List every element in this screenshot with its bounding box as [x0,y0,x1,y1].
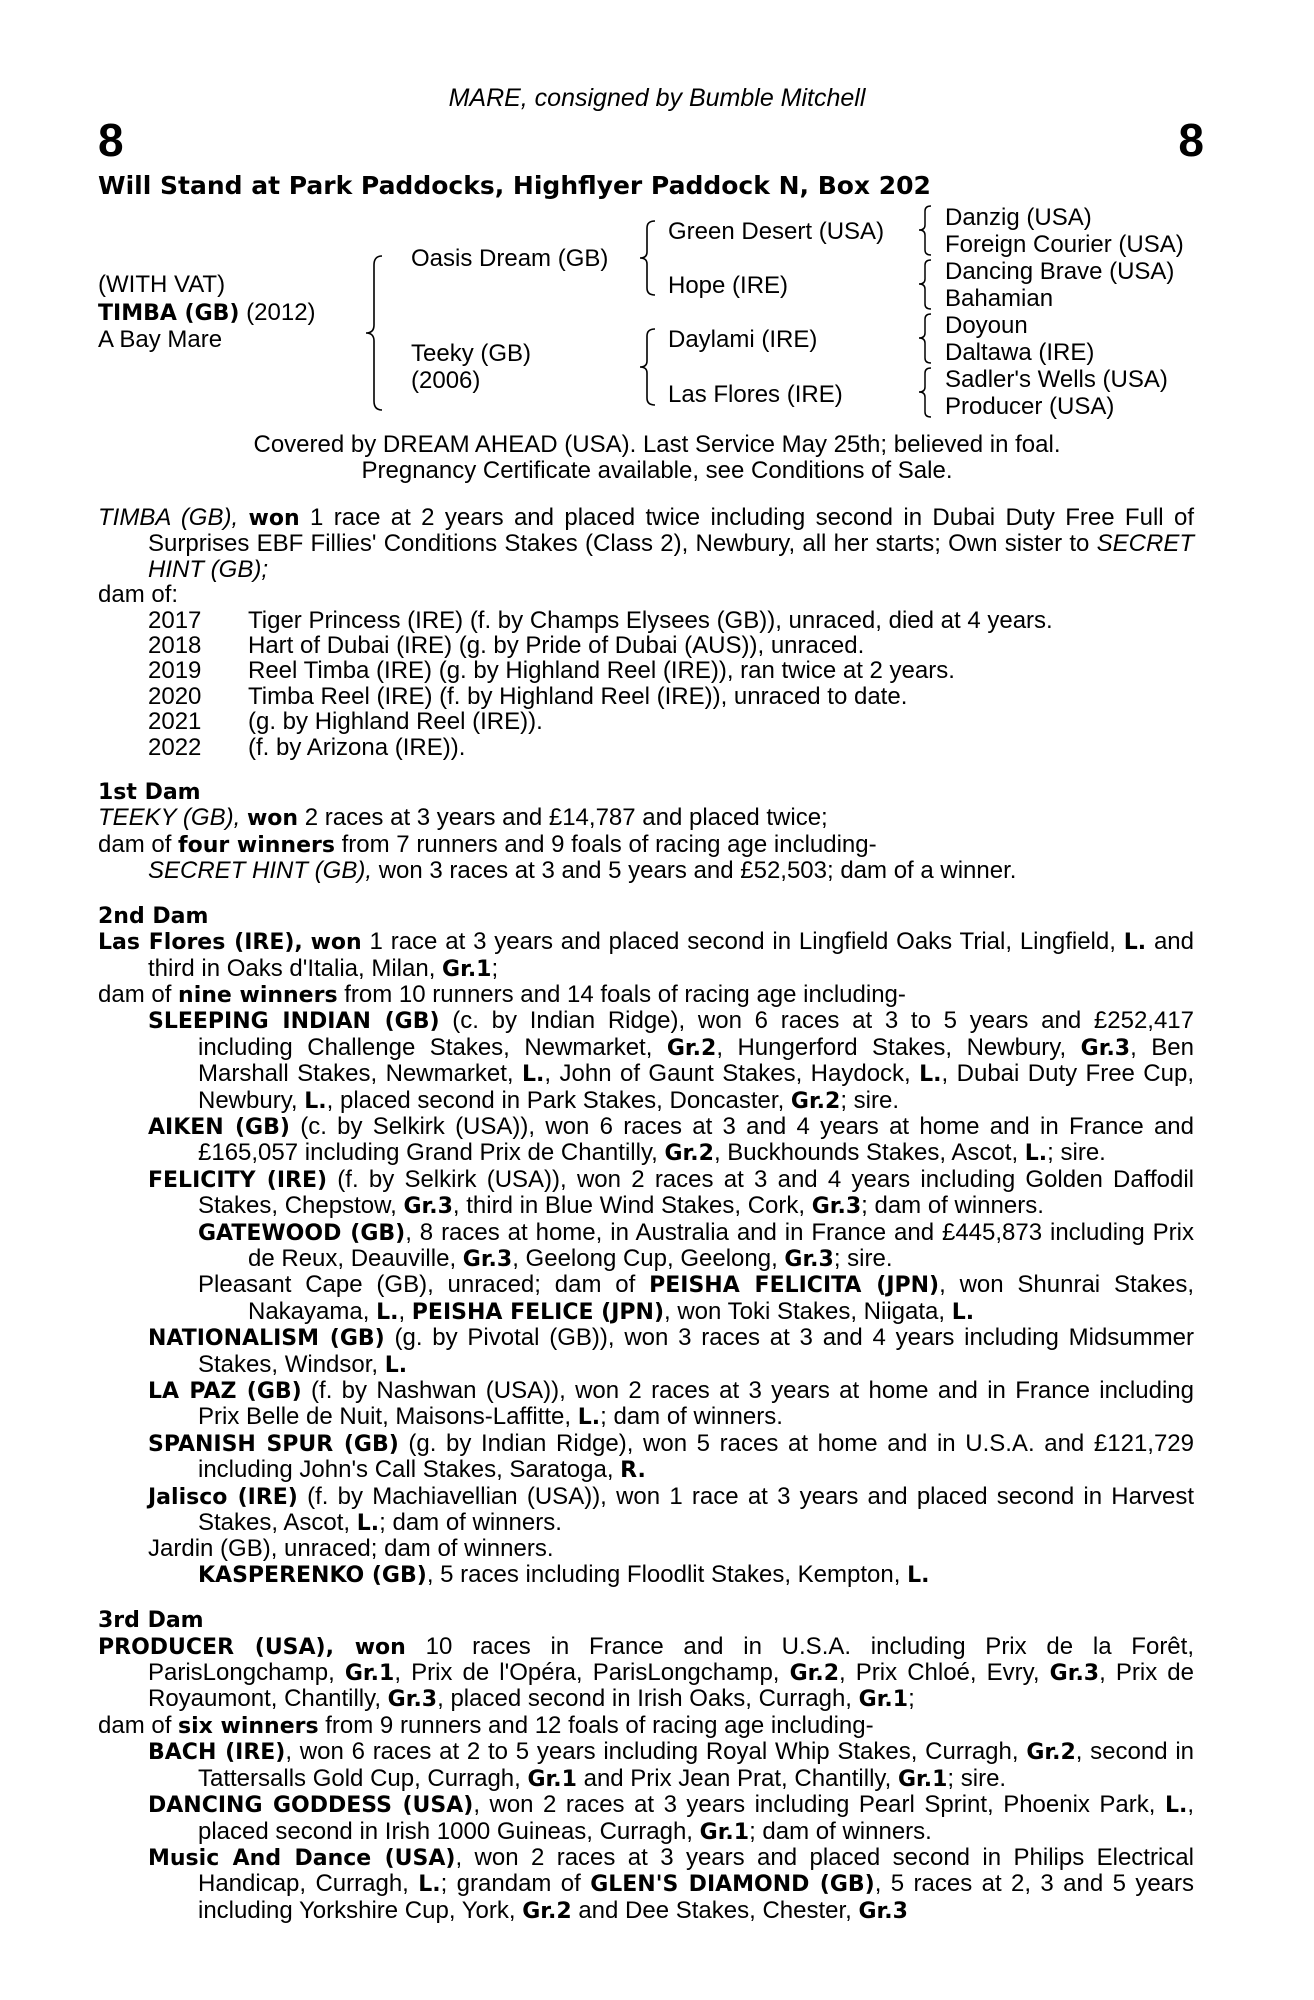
first-dam-name: TEEKY (GB), [98,804,241,832]
foal-text: (f. by Arizona (IRE)). [248,733,466,761]
grandsire-2: Dancing Brave (USA) [945,258,1175,285]
record-text: , placed second in Irish 1000 Guineas, Curragh, [198,1791,1194,1845]
bold-text: Gr.2 [1026,1740,1076,1766]
second-dam-produce-summary [98,982,1194,1008]
record-text: , [398,1297,412,1325]
produce-entry [98,1484,1194,1537]
produce-entry [98,1220,1194,1273]
covered-line-1: Covered by DREAM AHEAD (USA). Last Service May 25th; believed in foal. [253,431,1061,458]
second-dam-heading: 2nd Dam [98,903,209,929]
first-dam-record [98,805,1194,831]
granddam-1: Foreign Courier (USA) [945,231,1184,258]
listed-badge: L. [1123,930,1147,956]
bold-text: L. [919,1062,942,1088]
sire-sire: Green Desert (USA) [668,218,885,245]
bold-text: Gr.2 [522,1898,572,1924]
bold-text: L. [951,1299,975,1325]
bold-text: Jalisco (IRE) [148,1484,298,1510]
record-text: , 5 races at 2, 3 and 5 years including Yorkshire Cup, York, [198,1870,1195,1924]
covered-note [0,432,1314,484]
first-dam-text: 2 races at 3 years and £14,787 and placed twice; [304,804,828,832]
won-label: won [248,506,300,531]
third-dam-produce-list [98,1739,1194,1924]
dam-brace [635,326,661,408]
winners-count: six winners [178,1713,319,1739]
produce-entry [98,1325,1194,1378]
record-text: , Hungerford Stakes, Newbury, [716,1033,1081,1061]
bold-text: L. [907,1562,930,1588]
winners-count: four winners [178,832,335,858]
foal-text: (g. by Highland Reel (IRE)). [248,708,543,736]
produce-entry [98,1562,1194,1588]
granddam-4: Producer (USA) [945,393,1115,420]
granddam-3: Daltawa (IRE) [945,339,1095,366]
bold-text: DANCING GODDESS (USA) [148,1793,474,1819]
bold-text: GLEN'S DIAMOND (GB) [590,1872,875,1898]
bold-text: NATIONALISM (GB) [148,1326,385,1352]
record-text: ; sire. [833,1244,893,1272]
bold-text: Gr.3 [858,1898,908,1924]
second-dam-produce-list [98,1008,1194,1588]
bold-text: Gr.3 [1080,1035,1131,1061]
mare-record-text: 1 race at 2 years and placed twice including second in Dubai Duty Free Full of Surprises EBF Fillies' Conditions Stakes (Class 2), Newbury, all her starts; Own sister to [148,504,1194,558]
bold-text: SLEEPING INDIAN (GB) [148,1009,440,1035]
won-label: won [310,930,362,956]
bold-text: SPANISH SPUR (GB) [148,1431,399,1457]
produce-entry [98,1167,1194,1220]
bold-text: KASPERENKO (GB) [198,1562,427,1588]
record-text: , won Toki Stakes, Niigata, [664,1297,952,1325]
bold-text: Gr.1 [897,1766,948,1792]
bold-text: Gr.2 [789,1661,839,1687]
bold-text: L. [384,1352,408,1378]
dam-dam: Las Flores (IRE) [668,381,843,408]
granddam-2: Bahamian [945,285,1054,312]
record-text: (f. by Selkirk (USA)), won 2 races at 3 and 4 years including Golden Daffodil Stakes, Chepstow, [198,1165,1194,1220]
dam-of-prefix: dam of [98,1711,172,1739]
bold-text: Gr.2 [666,1035,717,1061]
produce-entry [98,1008,1194,1114]
record-text: ; grandam of [440,1870,591,1898]
record-text: ; sire. [1047,1139,1106,1167]
record-text: ; sire. [947,1764,1007,1792]
record-text: and Dee Stakes, Chester, [571,1896,859,1924]
record-text: ; [908,1685,915,1713]
foal-year: 2018 [148,632,202,660]
record-text: (c. by Selkirk (USA)), won 6 races at 3 and 4 years at home and in France and £165,057 including Grand Prix de Chantilly, [198,1112,1195,1167]
bold-text: PRODUCER (USA), [98,1634,355,1660]
won-label: won [246,806,299,832]
record-text: 1 race at 3 years and placed second in Lingfield Oaks Trial, Lingfield, [369,928,1116,956]
bold-text: Gr.1 [527,1766,577,1792]
record-text: , placed second in Park Stakes, Doncaster, [326,1086,791,1114]
dam-sire: Daylami (IRE) [668,326,818,353]
sire-dam-brace [360,253,390,413]
bold-text: PEISHA FELICE (JPN) [411,1299,665,1325]
produce-name: SECRET HINT (GB), [148,857,373,885]
produce-entry [98,1739,1194,1792]
sire-brace [635,218,661,298]
bold-text: Gr.3 [462,1246,513,1272]
record-text: ; [491,954,499,982]
second-dam-name: Las Flores (IRE), [98,930,303,956]
record-text: , Prix de Royaumont, Chantilly, [148,1659,1195,1713]
record-text: , won 2 races at 3 years and placed second in Philips Electrical Handicap, Curragh, [198,1843,1194,1898]
record-text: , placed second in Irish Oaks, Curragh, [437,1685,859,1713]
foal-year: 2020 [148,682,202,710]
foal-year: 2022 [148,733,202,761]
bold-text: L. [1164,1793,1188,1819]
foal-year: 2017 [148,606,202,634]
consignor-line: MARE, consigned by Bumble Mitchell [448,84,866,112]
record-text: , second in Tattersalls Gold Cup, Curragh, [198,1738,1195,1792]
g-brace-1 [915,203,935,259]
dam-of-label: dam of: [98,581,179,609]
bold-text: Gr.3 [784,1246,834,1272]
horse-name: TIMBA (GB) [98,301,240,326]
second-dam-record [98,929,1194,982]
grandsire-4: Sadler's Wells (USA) [945,366,1168,393]
record-text: , won 2 races at 3 years including Pearl Sprint, Phoenix Park, [473,1791,1165,1819]
record-text: ; dam of winners. [379,1509,562,1537]
dam: Teeky (GB) [411,340,532,367]
horse-description: A Bay Mare [98,326,223,353]
horse-year: (2012) [246,299,316,326]
record-text: ; dam of winners. [861,1192,1044,1220]
bold-text: won [354,1634,406,1660]
first-dam-produce-summary [98,832,1194,858]
bold-text: L. [522,1062,545,1088]
produce-entry [98,1378,1194,1431]
record-text: and Prix Jean Prat, Chantilly, [576,1764,898,1792]
produce-entry [98,1845,1194,1924]
foal-text: Reel Timba (IRE) (g. by Highland Reel (IRE)), ran twice at 2 years. [248,657,955,685]
bold-text: AIKEN (GB) [148,1114,290,1140]
grandsire-1: Danzig (USA) [945,204,1092,231]
record-text: (c. by Indian Ridge), won 6 races at 3 to 5 years and £252,417 including Challenge Stakes, Newmarket, [198,1007,1194,1061]
foal-year: 2021 [148,708,202,736]
record-text: ; dam of winners. [600,1403,783,1431]
dam-of-suffix: from 10 runners and 14 foals of racing age including- [344,980,906,1008]
record-text: , Geelong Cup, Geelong, [512,1244,785,1272]
bold-text: PEISHA FELICITA (JPN) [649,1273,940,1299]
produce-text: won 3 races at 3 and 5 years and £52,503; dam of a winner. [378,857,1017,885]
record-text: (g. by Pivotal (GB)), won 3 races at 3 and 4 years including Midsummer Stakes, Windsor, [198,1324,1194,1378]
sire-dam: Hope (IRE) [668,272,789,299]
dam-of-suffix: from 9 runners and 12 foals of racing age including- [325,1711,874,1739]
foal-text: Hart of Dubai (IRE) (g. by Pride of Dubai (AUS)), unraced. [248,632,865,660]
bold-text: Gr.3 [403,1194,453,1220]
foal-text: Timba Reel (IRE) (f. by Highland Reel (IRE)), unraced to date. [248,682,908,710]
bold-text: Gr.1 [699,1819,750,1845]
record-text: , 8 races at home, in Australia and in France and £445,873 including Prix de Reux, Deauville, [248,1218,1194,1272]
record-text: 10 races in France and in U.S.A. including Prix de la Forêt, ParisLongchamp, [148,1632,1194,1687]
bold-text: Gr.2 [790,1088,841,1114]
bold-text: L. [577,1405,601,1431]
bold-text: L. [356,1511,380,1537]
g-brace-3 [915,311,935,367]
record-text: Jardin (GB), unraced; dam of winners. [148,1535,554,1563]
grandsire-3: Doyoun [945,312,1028,339]
third-dam-produce-summary [98,1713,1194,1739]
produce-entry [98,1536,1194,1561]
winners-count: nine winners [178,982,338,1008]
third-dam-record [98,1634,1194,1713]
record-text: , Buckhounds Stakes, Ascot, [713,1139,1025,1167]
foals-list [98,608,1194,760]
sister-name: SECRET HINT (GB); [148,530,1195,583]
bold-text: Music And Dance (USA) [148,1845,456,1871]
vat-label: (WITH VAT) [98,271,226,298]
first-dam-produce [98,858,1194,883]
third-dam-heading: 3rd Dam [98,1608,204,1634]
bold-text: Gr.2 [664,1141,714,1167]
bold-text: L. [304,1088,327,1114]
bold-text: LA PAZ (GB) [148,1379,302,1404]
g-brace-4 [915,365,935,421]
bold-text: BACH (IRE) [148,1740,286,1766]
foal-year: 2019 [148,657,202,685]
record-text: , 5 races including Floodlit Stakes, Kempton, [426,1560,908,1588]
record-text: Pleasant Cape (GB), unraced; dam of [198,1271,650,1299]
bold-text: Gr.3 [387,1687,438,1713]
dam-of-prefix: dam of [98,830,172,858]
record-text: , John of Gaunt Stakes, Haydock, [544,1060,920,1088]
first-dam-heading: 1st Dam [98,780,201,806]
dam-of-prefix: dam of [98,980,172,1008]
mare-name: TIMBA (GB), [98,504,239,531]
third-dam-record-text [98,1634,1194,1713]
bold-text: L. [418,1872,441,1898]
bold-text: FELICITY (IRE) [148,1167,328,1193]
stand-location: Will Stand at Park Paddocks, Highflyer Paddock N, Box 202 [98,171,931,200]
bold-text: Gr.3 [1049,1661,1100,1687]
lot-number-left: 8 [98,114,124,166]
bold-text: L. [376,1299,399,1325]
bold-text: Gr.1 [344,1661,395,1687]
bold-text: Gr.1 [858,1687,909,1713]
foal-text: Tiger Princess (IRE) (f. by Champs Elysees (GB)), unraced, died at 4 years. [248,606,1053,634]
covered-line-2: Pregnancy Certificate available, see Conditions of Sale. [361,457,953,484]
produce-entry [98,1431,1194,1484]
lot-number-right: 8 [1178,114,1204,166]
record-text: , won Shunrai Stakes, Nakayama, [248,1271,1194,1325]
sire: Oasis Dream (GB) [411,245,609,272]
record-text: , third in Blue Wind Stakes, Cork, [452,1192,812,1220]
bold-text: Gr.3 [811,1194,862,1220]
dam-year: (2006) [411,367,481,394]
record-text: , Prix de l'Opéra, ParisLongchamp, [394,1659,790,1687]
produce-entry [98,1272,1194,1325]
record-text: ; sire. [840,1086,900,1114]
record-text: (g. by Indian Ridge), won 5 races at home and in U.S.A. and £121,729 including John's Call Stakes, Saratoga, [198,1429,1195,1484]
record-text: (f. by Machiavellian (USA)), won 1 race at 3 years and placed second in Harvest Stakes, Ascot, [198,1482,1194,1537]
record-text: and third in Oaks d'Italia, Milan, [148,928,1194,982]
bold-text: GATEWOOD (GB) [198,1220,406,1246]
bold-text: R. [620,1458,646,1484]
produce-entry [98,1114,1194,1167]
dam-of-suffix: from 7 runners and 9 foals of racing age including- [341,830,877,858]
record-text: , Dubai Duty Free Cup, Newbury, [198,1060,1195,1114]
group-badge: Gr.1 [442,956,492,982]
g-brace-2 [915,257,935,313]
record-text: (f. by Nashwan (USA)), won 2 races at 3 years at home and in France including Prix Belle de Nuit, Maisons-Laffitte, [198,1377,1194,1431]
catalogue-body [98,505,1194,1924]
bold-text: L. [1024,1141,1048,1167]
record-text: , won 6 races at 2 to 5 years including Royal Whip Stakes, Curragh, [285,1738,1027,1766]
mare-record [98,505,1194,582]
produce-entry [98,1792,1194,1845]
record-text: ; dam of winners. [749,1817,932,1845]
record-text: , Ben Marshall Stakes, Newmarket, [198,1033,1194,1088]
record-text: , Prix Chloé, Evry, [839,1659,1050,1687]
